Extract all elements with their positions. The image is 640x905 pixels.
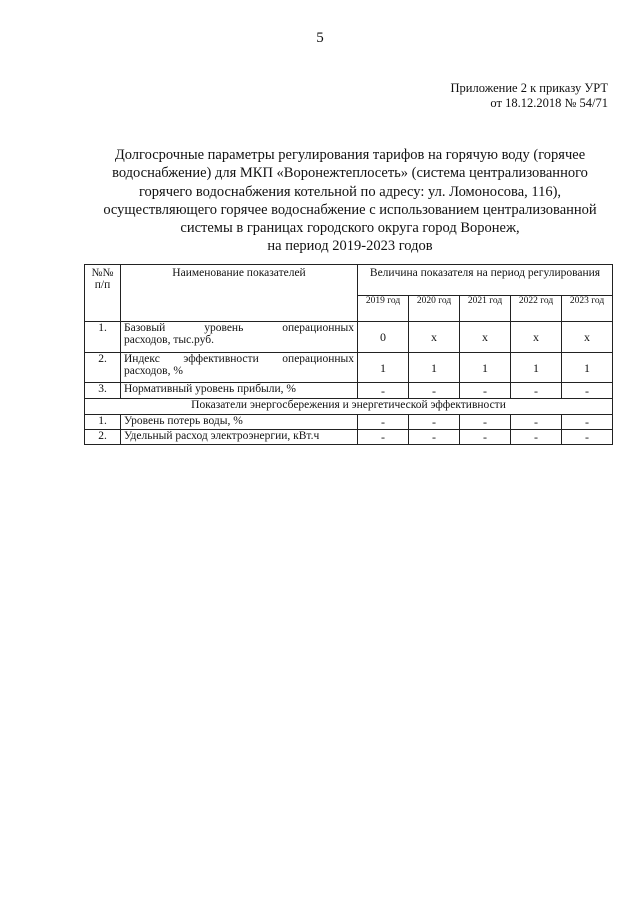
row-num: 1.	[85, 322, 121, 353]
row-value: -	[358, 415, 409, 430]
year-header: 2019 год	[358, 296, 409, 322]
row-name: Нормативный уровень прибыли, %	[121, 383, 358, 399]
row-value: х	[409, 322, 460, 353]
row-value: -	[460, 430, 511, 445]
row-value: 1	[409, 353, 460, 383]
table-row	[85, 430, 613, 445]
row-value: 1	[358, 353, 409, 383]
year-header: 2020 год	[409, 296, 460, 322]
row-value: 1	[562, 353, 613, 383]
row-num: 2.	[85, 430, 121, 445]
header-num: №№ п/п	[85, 265, 121, 322]
row-value: -	[562, 415, 613, 430]
table-row	[85, 322, 613, 353]
table-header-row	[85, 265, 613, 296]
row-num: 2.	[85, 353, 121, 383]
title-line: на период 2019-2023 годов	[267, 238, 433, 255]
row-name-line: расходов, %	[124, 365, 183, 377]
header-value: Величина показателя на период регулирования	[358, 265, 613, 296]
row-value: -	[409, 383, 460, 399]
row-value: -	[511, 430, 562, 445]
row-value: -	[511, 383, 562, 399]
row-value: 1	[460, 353, 511, 383]
title-line: осуществляющего горячее водоснабжение с использованием централизованной	[103, 201, 597, 218]
row-name-line: Индекс эффективности операционных	[124, 353, 354, 365]
row-name: Удельный расход электроэнергии, кВт.ч	[121, 430, 358, 445]
appendix-line-2: от 18.12.2018 № 54/71	[490, 96, 608, 110]
row-value: х	[511, 322, 562, 353]
row-value: х	[460, 322, 511, 353]
parameters-table	[84, 264, 613, 445]
title-line: Долгосрочные параметры регулирования тарифов на горячую воду (горячее	[114, 147, 586, 163]
row-name: Уровень потерь воды, %	[121, 415, 358, 430]
row-name	[121, 353, 358, 383]
row-value: -	[409, 415, 460, 430]
row-value: 0	[358, 322, 409, 353]
table-row	[85, 353, 613, 383]
title-line: системы в границах городского округа город Воронеж,	[180, 220, 520, 237]
row-value: -	[460, 415, 511, 430]
year-header: 2022 год	[511, 296, 562, 322]
row-value: -	[562, 383, 613, 399]
appendix-line-1: Приложение 2 к приказу УРТ	[450, 81, 608, 95]
row-num: 1.	[85, 415, 121, 430]
row-name-line: Базовый уровень операционных	[124, 322, 354, 334]
header-name: Наименование показателей	[121, 265, 358, 322]
row-value: х	[562, 322, 613, 353]
title-line: горячего водоснабжения котельной по адресу: ул. Ломоносова, 116),	[138, 183, 562, 200]
row-value: -	[358, 430, 409, 445]
row-value: 1	[511, 353, 562, 383]
row-name	[121, 322, 358, 353]
row-num: 3.	[85, 383, 121, 399]
title-line: водоснабжение) для МКП «Воронежтеплосеть» (система централизованного	[112, 165, 588, 182]
section-header: Показатели энергосбережения и энергетической эффективности	[85, 399, 613, 415]
row-value: -	[511, 415, 562, 430]
row-value: -	[460, 383, 511, 399]
row-value: -	[562, 430, 613, 445]
row-name-line: расходов, тыс.руб.	[124, 334, 214, 346]
appendix-note	[451, 81, 609, 111]
table-row	[85, 383, 613, 399]
row-value: -	[409, 430, 460, 445]
document-title	[88, 146, 612, 256]
section-header-row	[85, 399, 613, 415]
row-value: -	[358, 383, 409, 399]
table-row	[85, 415, 613, 430]
year-header: 2023 год	[562, 296, 613, 322]
year-header: 2021 год	[460, 296, 511, 322]
page-number: 5	[316, 30, 324, 46]
